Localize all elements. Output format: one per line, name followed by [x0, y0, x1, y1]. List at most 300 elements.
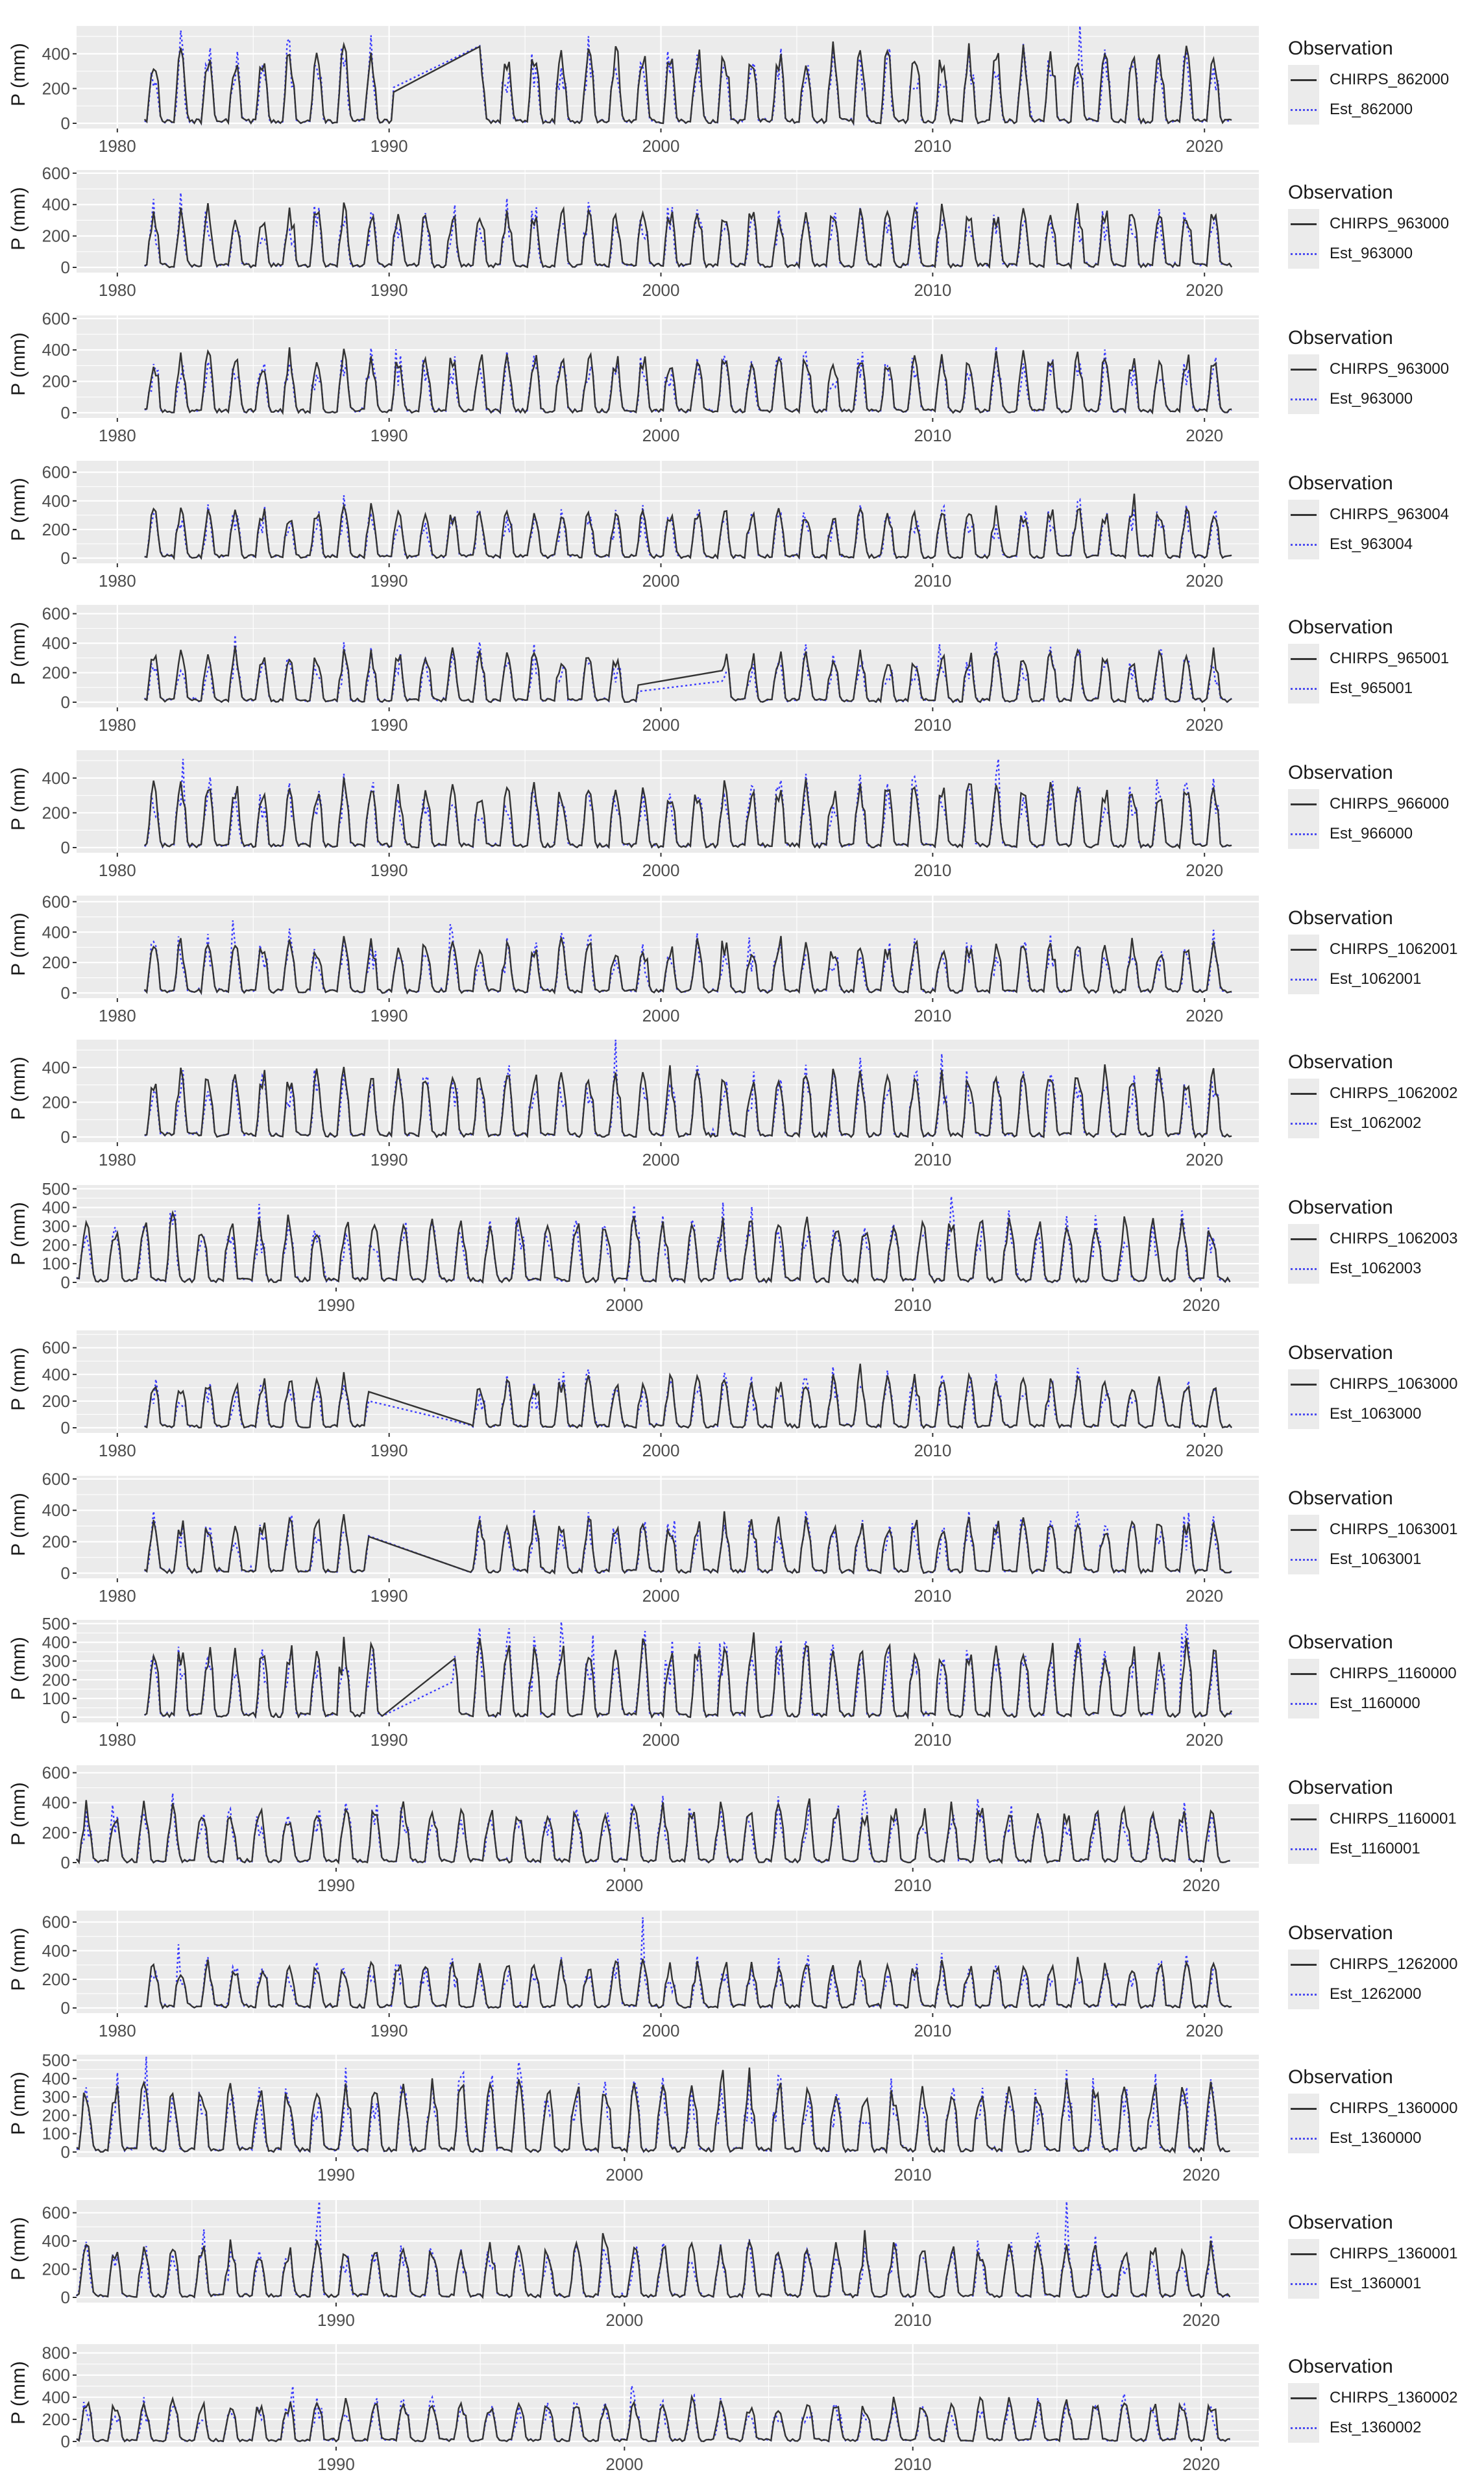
- legend-label: Est_963000: [1330, 390, 1413, 408]
- solid-line-icon: [1288, 500, 1319, 530]
- x-tick-label: 1980: [98, 1441, 136, 1460]
- legend-item-est: [1288, 964, 1483, 994]
- solid-line-icon: [1288, 354, 1319, 384]
- legend-item-est: [1288, 1399, 1483, 1429]
- x-tick-label: 1980: [98, 861, 136, 880]
- y-tick-label: 400: [42, 1792, 70, 1813]
- y-tick-label: 200: [42, 803, 70, 823]
- x-tick-label: 1990: [370, 1150, 408, 1169]
- legend-item-est: [1288, 1254, 1483, 1284]
- y-tick-label: 400: [42, 195, 70, 215]
- x-tick-label: 2010: [914, 1730, 952, 1750]
- x-tick-label: 2010: [914, 426, 952, 445]
- legend-item-est: [1288, 239, 1483, 269]
- y-tick-label: 0: [60, 403, 70, 422]
- chart-panel-963000: [0, 309, 1484, 454]
- chart-panel-1063000: [0, 1324, 1484, 1469]
- legend: [1288, 1777, 1483, 1864]
- legend-label: CHIRPS_963000: [1330, 215, 1450, 232]
- legend-item-est: [1288, 1979, 1483, 2009]
- y-tick-label: 100: [42, 2123, 70, 2144]
- solid-line-icon: [1288, 1224, 1319, 1254]
- chart-panel-966000: [0, 744, 1484, 889]
- legend: [1288, 617, 1483, 703]
- legend-label: CHIRPS_966000: [1330, 795, 1450, 813]
- legend: [1288, 38, 1483, 125]
- legend-item-chirps: [1288, 500, 1483, 530]
- solid-line-icon: [1288, 1369, 1319, 1399]
- y-tick-label: 0: [60, 2432, 70, 2451]
- y-axis-title: P (mm): [8, 1057, 29, 1120]
- chart-panel-963000: [0, 164, 1484, 309]
- x-tick-label: 2020: [1182, 1876, 1221, 1895]
- legend: [1288, 327, 1483, 414]
- x-tick-label: 2020: [1186, 280, 1224, 300]
- x-tick-label: 2020: [1182, 2454, 1221, 2474]
- legend-label: CHIRPS_1360002: [1330, 2389, 1458, 2406]
- legend-title: Observation: [1288, 1922, 1393, 1944]
- y-tick-label: 400: [42, 43, 70, 64]
- legend-title: Observation: [1288, 2356, 1393, 2377]
- y-tick-label: 200: [42, 1092, 70, 1112]
- x-tick-label: 1980: [98, 136, 136, 156]
- y-tick-label: 0: [60, 983, 70, 1003]
- dotted-line-icon: [1288, 1979, 1319, 2009]
- legend-label: Est_1160001: [1330, 1840, 1420, 1857]
- legend: [1288, 2066, 1483, 2153]
- y-tick-label: 0: [60, 838, 70, 857]
- legend: [1288, 182, 1483, 269]
- y-tick-label: 300: [42, 2087, 70, 2107]
- legend: [1288, 907, 1483, 994]
- legend: [1288, 1342, 1483, 1429]
- plot-area: [0, 2048, 1272, 2194]
- x-tick-label: 2000: [642, 2021, 680, 2040]
- y-tick-label: 100: [42, 1254, 70, 1274]
- legend: [1288, 472, 1483, 559]
- y-tick-label: 0: [60, 1563, 70, 1583]
- x-tick-label: 1980: [98, 1006, 136, 1025]
- x-tick-label: 1990: [370, 715, 408, 735]
- y-tick-label: 400: [42, 2231, 70, 2251]
- y-tick-label: 500: [42, 2050, 70, 2070]
- legend-label: CHIRPS_1160001: [1330, 1810, 1457, 1828]
- dotted-line-icon: [1288, 530, 1319, 559]
- y-tick-label: 200: [42, 953, 70, 973]
- legend-item-chirps: [1288, 354, 1483, 384]
- legend-label: CHIRPS_965001: [1330, 650, 1450, 667]
- legend-item-chirps: [1288, 1079, 1483, 1108]
- x-tick-label: 2000: [605, 2454, 644, 2474]
- y-tick-label: 400: [42, 2387, 70, 2407]
- x-tick-label: 1990: [370, 1441, 408, 1460]
- solid-line-icon: [1288, 1950, 1319, 1979]
- x-tick-label: 2000: [642, 571, 680, 591]
- x-tick-label: 2000: [642, 426, 680, 445]
- x-tick-label: 1990: [317, 2310, 355, 2330]
- y-axis-title: P (mm): [8, 622, 29, 685]
- x-tick-label: 2010: [914, 2021, 952, 2040]
- solid-line-icon: [1288, 789, 1319, 819]
- x-tick-label: 2000: [642, 715, 680, 735]
- x-tick-label: 2000: [642, 1006, 680, 1025]
- x-tick-label: 2010: [914, 715, 952, 735]
- y-tick-label: 300: [42, 1216, 70, 1236]
- y-tick-label: 200: [42, 79, 70, 99]
- x-tick-label: 1990: [317, 2165, 355, 2184]
- solid-line-icon: [1288, 2383, 1319, 2413]
- legend-label: CHIRPS_1262000: [1330, 1955, 1458, 1973]
- dotted-line-icon: [1288, 964, 1319, 994]
- legend-label: Est_1062003: [1330, 1260, 1422, 1277]
- y-tick-label: 200: [42, 226, 70, 246]
- x-tick-label: 2020: [1182, 1295, 1221, 1315]
- solid-line-icon: [1288, 1804, 1319, 1834]
- dotted-line-icon: [1288, 819, 1319, 849]
- x-tick-label: 2000: [642, 280, 680, 300]
- y-tick-label: 0: [60, 2288, 70, 2307]
- x-tick-label: 1990: [317, 2454, 355, 2474]
- legend-item-est: [1288, 95, 1483, 125]
- y-tick-label: 0: [60, 1418, 70, 1437]
- x-tick-label: 1990: [370, 280, 408, 300]
- dotted-line-icon: [1288, 2269, 1319, 2299]
- legend-label: CHIRPS_1160000: [1330, 1665, 1457, 1682]
- legend-item-est: [1288, 1689, 1483, 1719]
- legend: [1288, 1922, 1483, 2009]
- legend-label: Est_1062001: [1330, 970, 1422, 988]
- y-tick-label: 400: [42, 2068, 70, 2088]
- plot-area: [0, 2194, 1272, 2339]
- legend-item-est: [1288, 2123, 1483, 2153]
- solid-line-icon: [1288, 935, 1319, 964]
- x-tick-label: 1980: [98, 426, 136, 445]
- legend-item-chirps: [1288, 789, 1483, 819]
- legend-title: Observation: [1288, 2066, 1393, 2088]
- legend-label: Est_1063000: [1330, 1405, 1422, 1423]
- y-axis-title: P (mm): [8, 332, 29, 396]
- plot-area: [0, 1469, 1272, 1615]
- x-tick-label: 1990: [370, 1006, 408, 1025]
- x-tick-label: 2010: [894, 2165, 932, 2184]
- dotted-line-icon: [1288, 1545, 1319, 1574]
- legend-item-chirps: [1288, 65, 1483, 95]
- legend-label: CHIRPS_862000: [1330, 71, 1450, 88]
- y-tick-label: 200: [42, 519, 70, 539]
- legend-item-chirps: [1288, 1659, 1483, 1689]
- x-tick-label: 2020: [1186, 715, 1224, 735]
- y-axis-title: P (mm): [8, 2361, 29, 2425]
- x-tick-label: 1990: [370, 571, 408, 591]
- x-tick-label: 2020: [1186, 571, 1224, 591]
- y-tick-label: 400: [42, 1364, 70, 1384]
- chart-panel-1063001: [0, 1469, 1484, 1615]
- y-tick-label: 400: [42, 491, 70, 511]
- y-axis-title: P (mm): [8, 187, 29, 251]
- legend-title: Observation: [1288, 38, 1393, 59]
- y-tick-label: 300: [42, 1651, 70, 1671]
- y-tick-label: 400: [42, 1632, 70, 1652]
- y-tick-label: 600: [42, 2365, 70, 2385]
- legend-item-est: [1288, 2269, 1483, 2299]
- y-tick-label: 600: [42, 309, 70, 328]
- y-tick-label: 200: [42, 2409, 70, 2429]
- legend: [1288, 1051, 1483, 1138]
- x-tick-label: 2010: [914, 1441, 952, 1460]
- dotted-line-icon: [1288, 1834, 1319, 1864]
- legend-item-est: [1288, 674, 1483, 703]
- legend: [1288, 2356, 1483, 2443]
- y-axis-title: P (mm): [8, 1493, 29, 1556]
- legend-item-chirps: [1288, 1515, 1483, 1545]
- plot-area: [0, 454, 1272, 600]
- x-tick-label: 2000: [605, 2310, 644, 2330]
- x-tick-label: 1980: [98, 715, 136, 735]
- legend: [1288, 2212, 1483, 2299]
- y-axis-title: P (mm): [8, 478, 29, 541]
- y-tick-label: 500: [42, 1179, 70, 1199]
- legend-label: CHIRPS_1062003: [1330, 1230, 1458, 1247]
- x-tick-label: 2000: [605, 1295, 644, 1315]
- legend-item-chirps: [1288, 935, 1483, 964]
- legend-label: CHIRPS_1062002: [1330, 1084, 1458, 1102]
- dotted-line-icon: [1288, 384, 1319, 414]
- x-tick-label: 2020: [1182, 2310, 1221, 2330]
- legend-item-est: [1288, 1545, 1483, 1574]
- x-tick-label: 2020: [1186, 426, 1224, 445]
- dotted-line-icon: [1288, 674, 1319, 703]
- x-tick-label: 2010: [894, 1295, 932, 1315]
- y-axis-title: P (mm): [8, 767, 29, 831]
- legend: [1288, 762, 1483, 849]
- legend-item-chirps: [1288, 644, 1483, 674]
- plot-area: [0, 1904, 1272, 2049]
- legend-item-est: [1288, 530, 1483, 559]
- legend-label: CHIRPS_963000: [1330, 360, 1450, 378]
- x-tick-label: 2000: [642, 1730, 680, 1750]
- legend-title: Observation: [1288, 1342, 1393, 1364]
- x-tick-label: 1990: [370, 1730, 408, 1750]
- chart-panel-1160000: [0, 1613, 1484, 1759]
- chart-panel-1360002: [0, 2338, 1484, 2483]
- y-axis-title: P (mm): [8, 2217, 29, 2281]
- y-tick-label: 400: [42, 922, 70, 942]
- y-axis-title: P (mm): [8, 1782, 29, 1846]
- y-tick-label: 400: [42, 768, 70, 788]
- legend-title: Observation: [1288, 907, 1393, 929]
- y-tick-label: 400: [42, 1940, 70, 1961]
- legend-label: CHIRPS_1360000: [1330, 2099, 1458, 2117]
- plot-area: [0, 19, 1272, 165]
- y-tick-label: 600: [42, 164, 70, 183]
- y-tick-label: 400: [42, 1500, 70, 1521]
- dotted-line-icon: [1288, 1108, 1319, 1138]
- legend-title: Observation: [1288, 472, 1393, 494]
- chart-panel-1062003: [0, 1179, 1484, 1324]
- legend-title: Observation: [1288, 1632, 1393, 1653]
- x-tick-label: 1980: [98, 1730, 136, 1750]
- y-tick-label: 400: [42, 340, 70, 360]
- solid-line-icon: [1288, 644, 1319, 674]
- y-tick-label: 100: [42, 1689, 70, 1709]
- y-tick-label: 500: [42, 1613, 70, 1633]
- legend-label: CHIRPS_1360001: [1330, 2245, 1458, 2262]
- x-tick-label: 2010: [914, 861, 952, 880]
- y-tick-label: 200: [42, 1532, 70, 1552]
- x-tick-label: 2000: [642, 861, 680, 880]
- y-tick-label: 200: [42, 1670, 70, 1690]
- y-tick-label: 0: [60, 1707, 70, 1727]
- legend-title: Observation: [1288, 1051, 1393, 1073]
- legend: [1288, 1197, 1483, 1284]
- x-tick-label: 2000: [642, 1441, 680, 1460]
- legend: [1288, 1487, 1483, 1574]
- x-tick-label: 2000: [642, 1150, 680, 1169]
- x-tick-label: 1990: [370, 861, 408, 880]
- x-tick-label: 2000: [642, 136, 680, 156]
- chart-panel-965001: [0, 598, 1484, 744]
- legend-item-est: [1288, 1834, 1483, 1864]
- y-tick-label: 600: [42, 2203, 70, 2223]
- y-tick-label: 600: [42, 1338, 70, 1358]
- y-tick-label: 200: [42, 371, 70, 391]
- legend-title: Observation: [1288, 327, 1393, 349]
- chart-panel-1360001: [0, 2194, 1484, 2339]
- legend-item-chirps: [1288, 1804, 1483, 1834]
- legend-label: Est_1063001: [1330, 1550, 1422, 1568]
- y-tick-label: 600: [42, 1912, 70, 1932]
- x-tick-label: 2010: [914, 571, 952, 591]
- x-tick-label: 2010: [914, 280, 952, 300]
- y-tick-label: 0: [60, 548, 70, 568]
- chart-panel-1360000: [0, 2048, 1484, 2194]
- dotted-line-icon: [1288, 2413, 1319, 2443]
- y-tick-label: 600: [42, 604, 70, 624]
- legend-title: Observation: [1288, 762, 1393, 783]
- plot-area: [0, 309, 1272, 454]
- y-tick-label: 200: [42, 1822, 70, 1842]
- dotted-line-icon: [1288, 1399, 1319, 1429]
- legend-item-chirps: [1288, 1369, 1483, 1399]
- x-tick-label: 2010: [914, 1586, 952, 1606]
- solid-line-icon: [1288, 1079, 1319, 1108]
- legend-label: Est_965001: [1330, 679, 1413, 697]
- x-tick-label: 2020: [1186, 1441, 1224, 1460]
- x-tick-label: 1990: [370, 426, 408, 445]
- x-tick-label: 2010: [894, 2310, 932, 2330]
- y-axis-title: P (mm): [8, 912, 29, 976]
- dotted-line-icon: [1288, 2123, 1319, 2153]
- x-tick-label: 2020: [1186, 136, 1224, 156]
- x-tick-label: 2020: [1186, 861, 1224, 880]
- legend-item-chirps: [1288, 2383, 1483, 2413]
- solid-line-icon: [1288, 209, 1319, 239]
- chart-panel-963004: [0, 454, 1484, 600]
- legend-label: Est_1062002: [1330, 1114, 1422, 1132]
- y-tick-label: 400: [42, 633, 70, 654]
- y-axis-title: P (mm): [8, 43, 29, 106]
- legend-item-est: [1288, 384, 1483, 414]
- dotted-line-icon: [1288, 1254, 1319, 1284]
- plot-area: [0, 1179, 1272, 1324]
- chart-panel-1062001: [0, 889, 1484, 1034]
- solid-line-icon: [1288, 2239, 1319, 2269]
- legend-label: CHIRPS_1063000: [1330, 1375, 1458, 1393]
- solid-line-icon: [1288, 2094, 1319, 2123]
- chart-panel-1262000: [0, 1904, 1484, 2049]
- x-tick-label: 2020: [1186, 1150, 1224, 1169]
- x-tick-label: 2010: [894, 1876, 932, 1895]
- legend-item-chirps: [1288, 1950, 1483, 1979]
- chart-panel-862000: [0, 19, 1484, 165]
- y-tick-label: 200: [42, 1235, 70, 1255]
- y-tick-label: 600: [42, 1469, 70, 1489]
- dotted-line-icon: [1288, 239, 1319, 269]
- x-tick-label: 1990: [370, 136, 408, 156]
- solid-line-icon: [1288, 1515, 1319, 1545]
- y-tick-label: 400: [42, 1197, 70, 1217]
- plot-area: [0, 1613, 1272, 1759]
- legend-label: Est_963004: [1330, 535, 1413, 553]
- dotted-line-icon: [1288, 95, 1319, 125]
- y-axis-title: P (mm): [8, 2072, 29, 2135]
- x-tick-label: 1980: [98, 2021, 136, 2040]
- legend-title: Observation: [1288, 617, 1393, 638]
- y-tick-label: 600: [42, 462, 70, 482]
- plot-area: [0, 1759, 1272, 1904]
- y-tick-label: 0: [60, 258, 70, 277]
- y-tick-label: 0: [60, 692, 70, 712]
- y-tick-label: 600: [42, 892, 70, 912]
- legend-label: Est_1360002: [1330, 2419, 1422, 2436]
- x-tick-label: 2010: [894, 2454, 932, 2474]
- plot-area: [0, 744, 1272, 889]
- x-tick-label: 1990: [370, 2021, 408, 2040]
- x-tick-label: 1980: [98, 571, 136, 591]
- legend-label: CHIRPS_1063001: [1330, 1521, 1458, 1538]
- x-tick-label: 2020: [1182, 2165, 1221, 2184]
- x-tick-label: 2000: [605, 1876, 644, 1895]
- chart-panel-1160001: [0, 1759, 1484, 1904]
- plot-area: [0, 2338, 1272, 2483]
- x-tick-label: 1990: [370, 1586, 408, 1606]
- plot-area: [0, 164, 1272, 309]
- x-tick-label: 2010: [914, 1006, 952, 1025]
- x-tick-label: 2020: [1186, 2021, 1224, 2040]
- x-tick-label: 2000: [605, 2165, 644, 2184]
- legend-item-chirps: [1288, 2094, 1483, 2123]
- y-tick-label: 0: [60, 1853, 70, 1872]
- solid-line-icon: [1288, 1659, 1319, 1689]
- y-axis-title: P (mm): [8, 1202, 29, 1266]
- plot-area: [0, 598, 1272, 744]
- y-axis-title: P (mm): [8, 1347, 29, 1411]
- legend-label: Est_1262000: [1330, 1985, 1422, 2003]
- legend-label: Est_862000: [1330, 101, 1413, 118]
- solid-line-icon: [1288, 65, 1319, 95]
- y-tick-label: 200: [42, 1969, 70, 1989]
- legend-label: Est_1360000: [1330, 2129, 1422, 2147]
- x-tick-label: 2010: [914, 136, 952, 156]
- x-tick-label: 1990: [317, 1876, 355, 1895]
- plot-area: [0, 889, 1272, 1034]
- legend-label: CHIRPS_1062001: [1330, 940, 1458, 958]
- legend: [1288, 1632, 1483, 1719]
- dotted-line-icon: [1288, 1689, 1319, 1719]
- x-tick-label: 2020: [1186, 1730, 1224, 1750]
- y-tick-label: 0: [60, 1127, 70, 1147]
- plot-area: [0, 1324, 1272, 1469]
